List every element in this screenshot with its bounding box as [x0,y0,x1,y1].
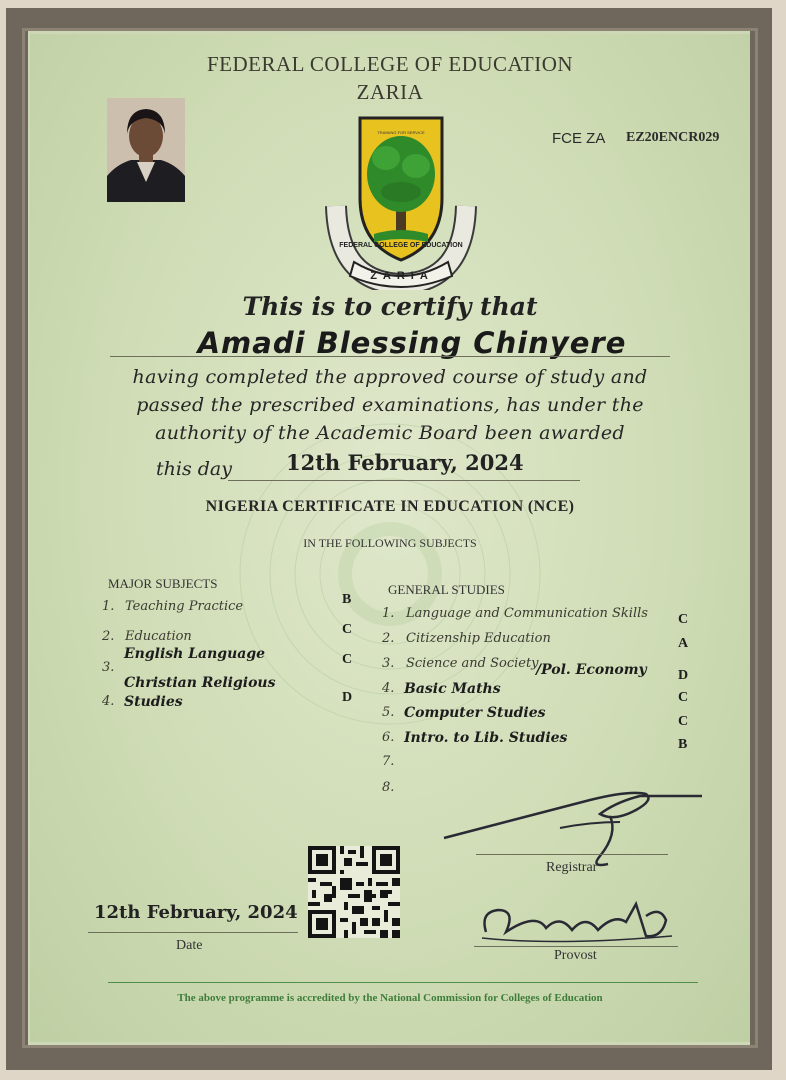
major-subject-num: 4. [102,694,115,709]
major-subject-grade: C [342,622,353,637]
general-subject-grade: B [678,737,688,752]
major-subject-grade: C [342,652,353,667]
certificate-paper [30,34,750,1042]
general-subject-name: Intro. to Lib. Studies [404,730,568,746]
major-subject-name: Teaching Practice [125,599,244,614]
statement-line-1: having completed the approved course of study and [132,366,648,388]
general-subject-num: 4. [382,681,395,696]
this-day-label: this day [156,458,232,480]
general-subject-name: Basic Maths [404,681,501,697]
major-subject-num: 2. [102,629,115,644]
general-subject-num: 2. [382,631,395,646]
major-subjects-heading: MAJOR SUBJECTS [108,576,218,591]
cert-number: EZ20ENCR029 [626,130,720,145]
general-subject-grade: C [678,690,689,705]
registrar-label: Registrar [546,860,598,875]
name-underline [110,356,670,357]
issue-date: 12th February, 2024 [94,902,298,923]
qr-code-icon [308,846,400,938]
general-subject-name: Computer Studies [404,705,546,721]
statement-line-2: passed the prescribed examinations, has under the [136,394,644,416]
accreditation-note: The above programme is accredited by the National Commission for Colleges of Education [177,992,603,1004]
general-subject-num: 6. [382,730,395,745]
general-subject-grade: A [678,636,689,651]
subjects-heading: IN THE FOLLOWING SUBJECTS [303,536,477,550]
general-subject-grade: C [678,612,689,627]
statement-line-3: authority of the Academic Board been awarded [155,422,625,444]
institution-name: FEDERAL COLLEGE OF EDUCATION [206,52,574,76]
general-subject-extra: /Pol. Economy [536,662,647,678]
major-subject-name: Christian Religious Studies [124,675,276,710]
cert-number-prefix: FCE ZA [552,130,606,147]
recipient-name: Amadi Blessing Chinyere [197,326,627,360]
issue-date-line [88,932,298,933]
general-subject-num: 5. [382,705,395,720]
general-subject-num: 8. [382,780,395,795]
college-crest [324,114,478,290]
general-subject-num: 7. [382,754,395,769]
provost-line [474,946,678,947]
major-subject-grade: D [342,690,353,705]
general-subject-grade: C [678,714,689,729]
general-subject-num: 1. [382,606,395,621]
date-underline [228,480,580,481]
general-subject-num: 3. [382,656,395,671]
certify-heading: This is to certify that [242,292,538,321]
general-subject-name: Citizenship Education [406,631,551,646]
general-subject-grade: D [678,668,689,683]
major-subject-num: 3. [102,660,115,675]
provost-signature [476,892,676,952]
date-label: Date [176,938,203,953]
major-subject-grade: B [342,592,352,607]
crest-motto: TRAINING FOR SERVICE [377,130,425,135]
major-subject-name: English Language [124,646,266,662]
crest-ring-text: FEDERAL COLLEGE OF EDUCATION [339,242,463,249]
award-date: 12th February, 2024 [286,450,524,475]
registrar-line [476,854,668,855]
provost-label: Provost [554,948,597,963]
general-subject-name: Science and Society [406,656,539,671]
major-subject-name: Education [125,629,192,644]
recipient-photo [107,98,185,202]
award-title: NIGERIA CERTIFICATE IN EDUCATION (NCE) [205,498,575,515]
institution-city: ZARIA [356,80,424,104]
registrar-signature [440,782,710,872]
crest-ribbon-text: ZARIA [370,270,434,282]
general-studies-heading: GENERAL STUDIES [388,582,505,597]
major-subject-num: 1. [102,599,115,614]
general-subject-name: Language and Communication Skills [406,606,648,621]
accreditation-rule [108,982,698,983]
